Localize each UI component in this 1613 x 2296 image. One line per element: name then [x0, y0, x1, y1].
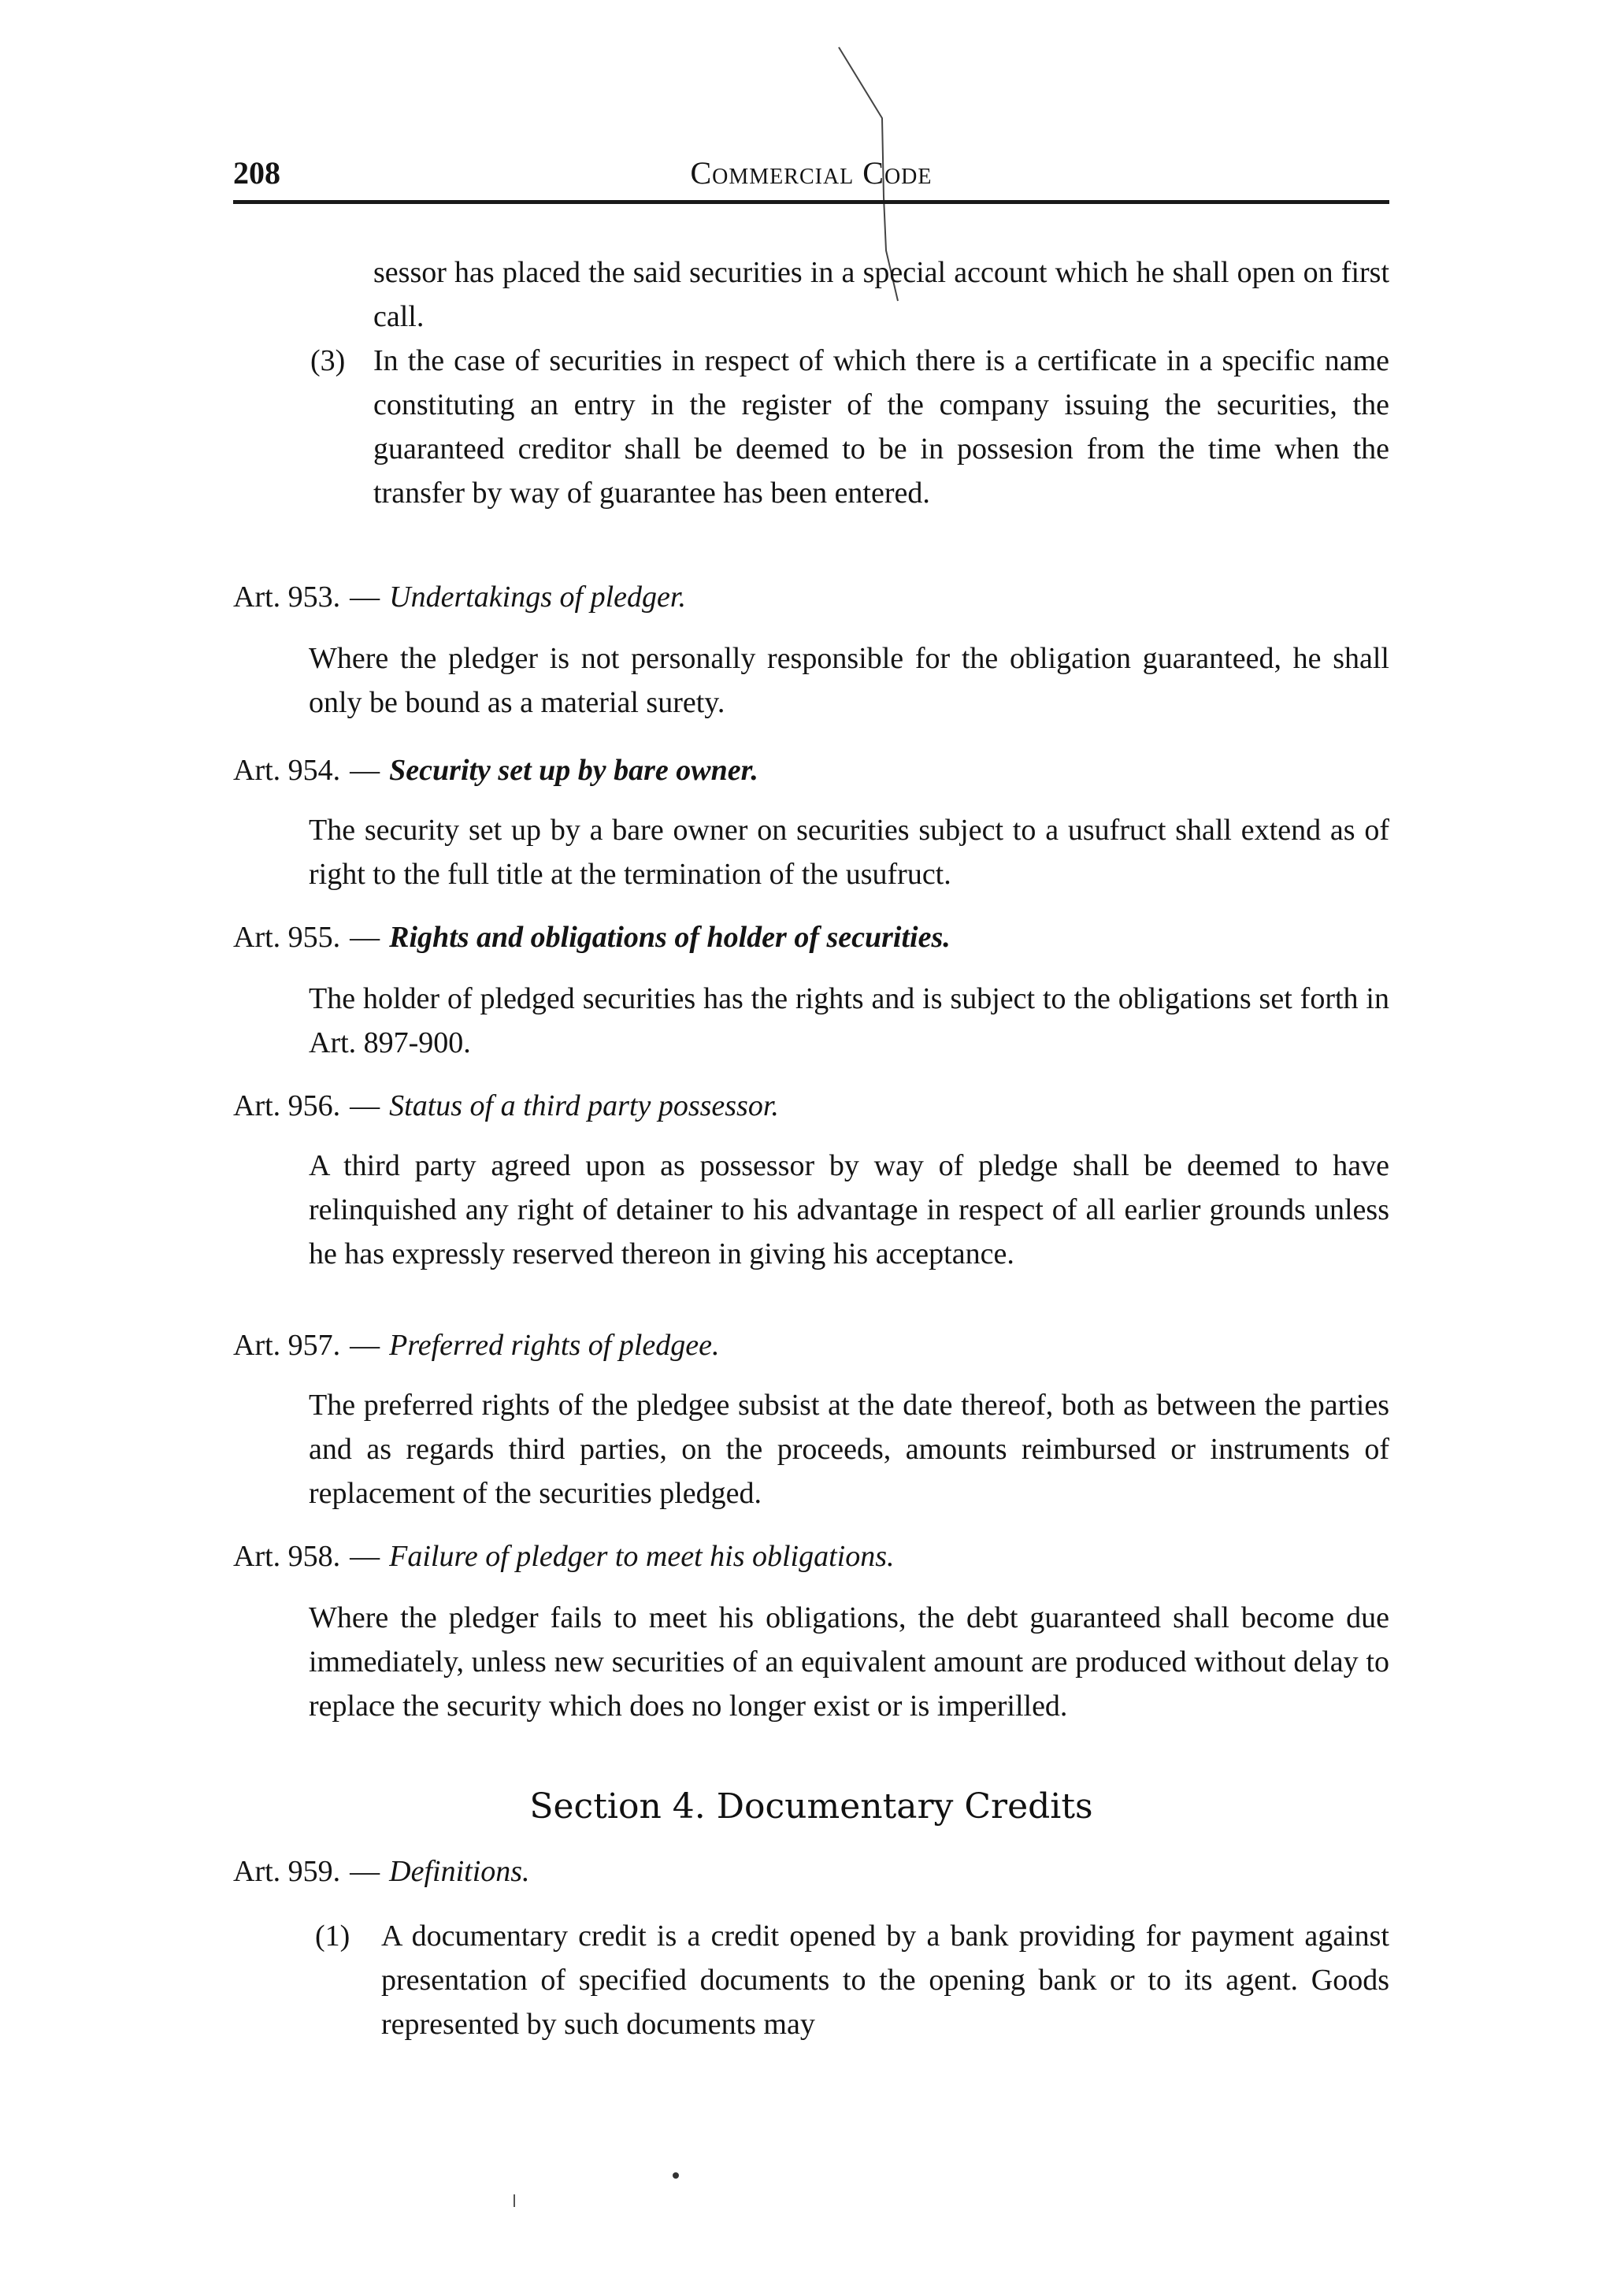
article-label: Art. 958. — [233, 1540, 341, 1573]
article-956-heading — [233, 1084, 779, 1128]
article-958-heading — [233, 1534, 895, 1578]
article-955-heading — [233, 915, 951, 959]
article-label: Art. 954. — [233, 754, 341, 787]
article-title: Failure of pledger to meet his obligations. — [389, 1540, 895, 1573]
item-number: (3) — [310, 344, 346, 377]
article-label: Art. 955. — [233, 921, 341, 954]
article-body-text: A third party agreed upon as possessor by way of pledge shall be deemed to have relinquished any right of detainer to his advantage in respect of all earlier grounds unless he has expressly reserved thereon in giving his acceptance. — [309, 1149, 1389, 1270]
article-body-text: Where the pledger is not personally responsible for the obligation guaranteed, he shall only be bound as a material surety. — [309, 642, 1389, 719]
article-956-body — [309, 1144, 1389, 1276]
article-title: Status of a third party possessor. — [389, 1089, 779, 1122]
article-dash: — — [350, 754, 380, 787]
article-title: Definitions. — [389, 1855, 530, 1888]
article-dash: — — [350, 1855, 380, 1888]
article-dash: — — [350, 921, 380, 954]
article-title: Security set up by bare owner. — [389, 754, 758, 787]
section-heading: Section 4. Documentary Credits — [529, 1786, 1093, 1827]
article-body-text: The preferred rights of the pledgee subsist at the date thereof, both as between the parties and as regards third parties, on the proceeds, amounts reimbursed or instruments of replacement of the securities pledged. — [309, 1389, 1389, 1510]
article-959-heading — [233, 1849, 530, 1894]
continuation-text: sessor has placed the said securities in a special account which he shall open on first call. — [373, 256, 1389, 333]
header-rule — [233, 200, 1389, 204]
item-body — [381, 1914, 1389, 2046]
page-number: 208 — [233, 155, 280, 191]
item-1-text: A documentary credit is a credit opened by a bank providing for payment against presentation of specified documents to the opening bank or to its agent. Goods represented by such documents may — [381, 1920, 1389, 2041]
article-955-body — [309, 977, 1389, 1065]
article-label: Art. 959. — [233, 1855, 341, 1888]
article-dash: — — [350, 1540, 380, 1573]
article-957-body — [309, 1383, 1389, 1515]
article-title: Undertakings of pledger. — [389, 580, 686, 614]
item-body — [373, 339, 1389, 515]
article-954-body — [309, 808, 1389, 896]
continuation-paragraph — [373, 250, 1389, 339]
article-dash: — — [350, 580, 380, 614]
item-3-text: In the case of securities in respect of which there is a certificate in a specific name constituting an entry in the register of the company issuing the securities, the guaranteed creditor shall be deemed to be in possesion from the time when the transfer by way of guarantee has been entered. — [373, 344, 1389, 510]
article-body-text: Where the pledger fails to meet his obligations, the debt guaranteed shall become due immediately, unless new securities of an equivalent amount are produced without delay to replace the security which does no longer exist or is imperilled. — [309, 1601, 1389, 1723]
article-body-text: The holder of pledged securities has the rights and is subject to the obligations set forth in Art. 897-900. — [309, 982, 1389, 1059]
article-dash: — — [350, 1329, 380, 1362]
article-953-heading — [233, 575, 686, 619]
article-label: Art. 953. — [233, 580, 341, 614]
article-body-text: The security set up by a bare owner on securities subject to a usufruct shall extend as of right to the full title at the termination of the usufruct. — [309, 814, 1389, 891]
running-title: Commercial Code — [690, 155, 933, 191]
article-title: Preferred rights of pledgee. — [389, 1329, 720, 1362]
article-label: Art. 956. — [233, 1089, 341, 1122]
article-953-body — [309, 636, 1389, 725]
article-dash: — — [350, 1089, 380, 1122]
scan-specks — [0, 2127, 1613, 2221]
article-958-body — [309, 1596, 1389, 1728]
article-title: Rights and obligations of holder of securities. — [389, 921, 951, 954]
running-head — [233, 150, 1389, 197]
item-number: (1) — [315, 1920, 350, 1953]
article-954-heading — [233, 748, 758, 792]
article-957-heading — [233, 1323, 719, 1367]
article-label: Art. 957. — [233, 1329, 341, 1362]
